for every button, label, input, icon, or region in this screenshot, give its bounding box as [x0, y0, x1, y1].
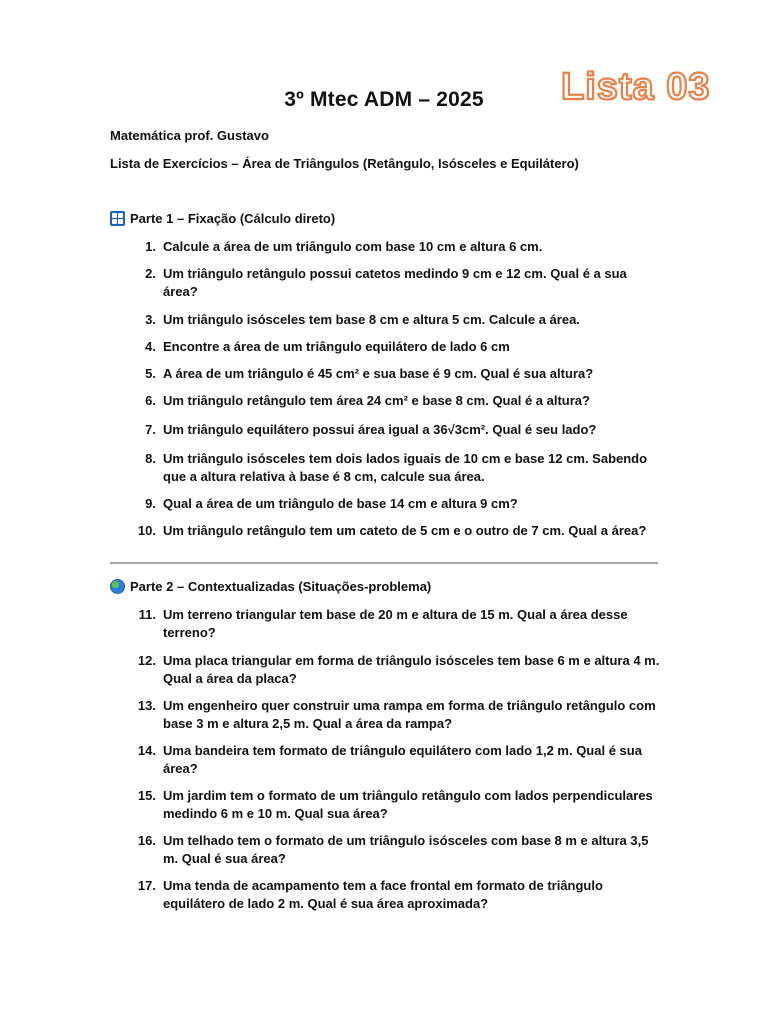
subject-line: Matemática prof. Gustavo [110, 128, 269, 143]
question-text: Qual a área de um triângulo de base 14 cm e altura 9 cm? [163, 496, 518, 511]
question-item [110, 265, 663, 301]
question-item [110, 421, 663, 439]
question-number: 16. [137, 833, 156, 848]
question-text: Um telhado tem o formato de um triângulo isósceles com base 8 m e altura 3,5 m. Qual é sua área? [163, 833, 649, 866]
question-number: 9. [145, 496, 156, 511]
question-text: Um triângulo isósceles tem base 8 cm e altura 5 cm. Calcule a área. [163, 312, 580, 327]
question-number: 4. [145, 339, 156, 354]
question-number: 3. [145, 312, 156, 327]
question-text: Uma tenda de acampamento tem a face frontal em formato de triângulo equilátero de lado 2 m. Qual é sua área aproximada? [163, 878, 603, 911]
question-item [110, 832, 663, 868]
question-number: 10. [137, 523, 156, 538]
question-item [110, 787, 663, 823]
question-text: Encontre a área de um triângulo equilátero de lado 6 cm [163, 339, 510, 354]
list-badge: Lista 03 [561, 66, 711, 108]
question-text: Um triângulo retângulo possui catetos medindo 9 cm e 12 cm. Qual é a sua área? [163, 266, 627, 299]
question-number: 14. [137, 743, 156, 758]
question-item [110, 238, 663, 256]
list-subtitle: Lista de Exercícios – Área de Triângulos (Retângulo, Isósceles e Equilátero) [110, 156, 579, 171]
question-item [110, 392, 663, 410]
question-text: Um triângulo isósceles tem dois lados iguais de 10 cm e base 12 cm. Sabendo que a altura relativa à base é 8 cm, calcule sua área. [163, 451, 648, 484]
part2-heading [110, 579, 431, 594]
question-number: 8. [145, 451, 156, 466]
question-text: Uma placa triangular em forma de triângulo isósceles tem base 6 m e altura 4 m. Qual a área da placa? [163, 653, 660, 686]
question-item [110, 522, 663, 540]
question-number: 7. [145, 422, 156, 437]
part1-heading-text: Parte 1 – Fixação (Cálculo direto) [130, 211, 336, 226]
question-text: A área de um triângulo é 45 cm² e sua base é 9 cm. Qual é sua altura? [163, 366, 594, 381]
question-text: Calcule a área de um triângulo com base 10 cm e altura 6 cm. [163, 239, 543, 254]
question-text: Um triângulo retângulo tem um cateto de 5 cm e o outro de 7 cm. Qual a área? [163, 523, 647, 538]
question-text: Uma bandeira tem formato de triângulo equilátero com lado 1,2 m. Qual é sua área? [163, 743, 642, 776]
section-divider [110, 562, 658, 564]
question-item [110, 365, 663, 383]
question-item [110, 606, 663, 642]
question-item [110, 338, 663, 356]
question-number: 15. [137, 788, 156, 803]
numbers-icon [110, 211, 125, 226]
question-text: Um jardim tem o formato de um triângulo retângulo com lados perpendiculares medindo 6 m e 10 m. Qual sua área? [163, 788, 653, 821]
question-item [110, 495, 663, 513]
question-item [110, 742, 663, 778]
question-item [110, 311, 663, 329]
question-text: Um triângulo equilátero possui área igual a 36√3cm². Qual é seu lado? [163, 422, 597, 437]
part2-heading-text: Parte 2 – Contextualizadas (Situações-problema) [130, 579, 432, 594]
question-number: 17. [137, 878, 156, 893]
question-number: 1. [145, 239, 156, 254]
question-item [110, 697, 663, 733]
part1-heading [110, 211, 335, 226]
question-number: 11. [138, 607, 156, 622]
question-item [110, 652, 663, 688]
page-title: 3º Mtec ADM – 2025 [284, 88, 484, 111]
question-item [110, 877, 663, 913]
question-number: 12. [137, 653, 156, 668]
question-number: 5. [145, 366, 156, 381]
question-number: 2. [145, 266, 156, 281]
question-text: Um engenheiro quer construir uma rampa em forma de triângulo retângulo com base 3 m e altura 2,5 m. Qual a área da rampa? [163, 698, 656, 731]
globe-icon [110, 579, 125, 594]
question-number: 6. [145, 393, 156, 408]
question-text: Um terreno triangular tem base de 20 m e altura de 15 m. Qual a área desse terreno? [163, 607, 628, 640]
question-text: Um triângulo retângulo tem área 24 cm² e base 8 cm. Qual é a altura? [163, 393, 590, 408]
question-number: 13. [137, 698, 156, 713]
question-item [110, 450, 663, 486]
